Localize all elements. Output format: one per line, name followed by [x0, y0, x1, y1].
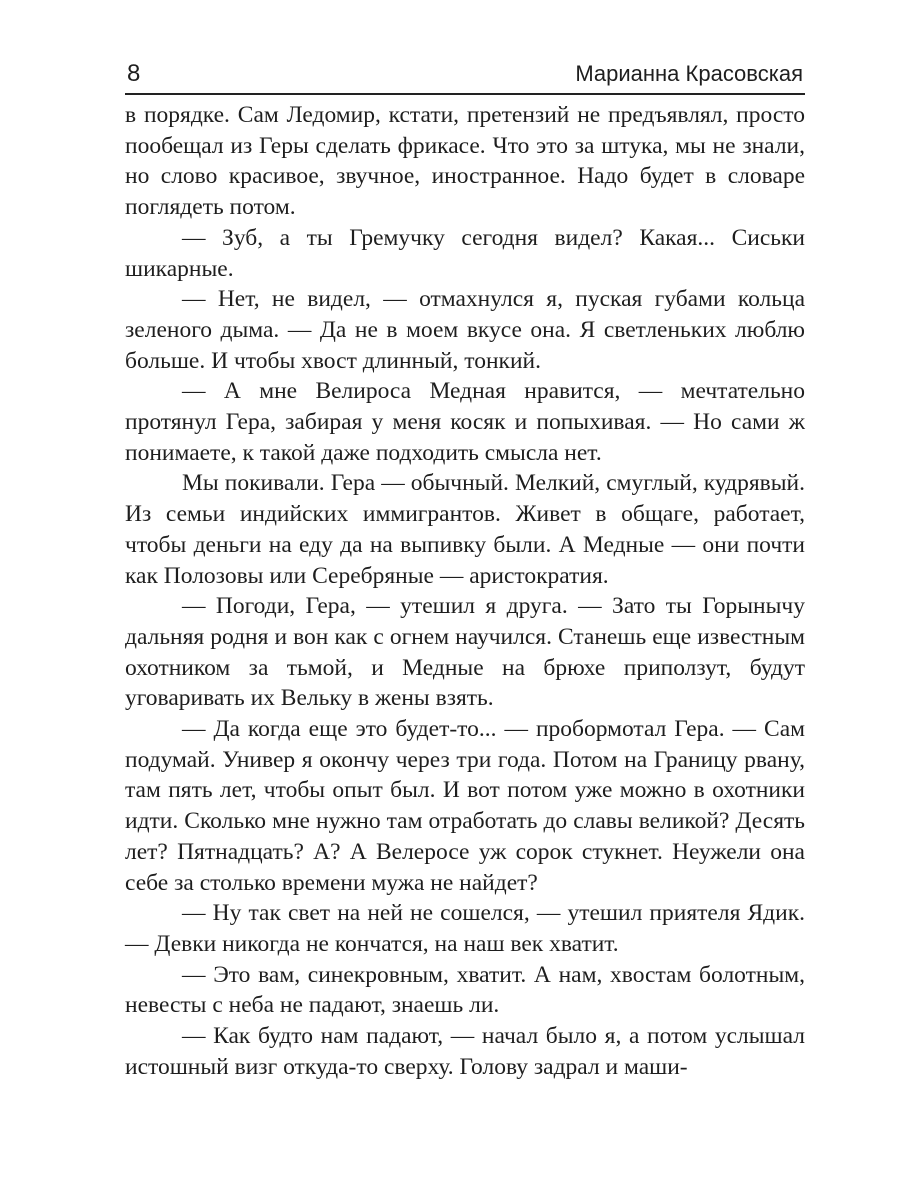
paragraph: — Зуб, а ты Гремучку сегодня видел? Какая... Сиськи шикарные.	[125, 224, 805, 282]
paragraph: — Это вам, синекровным, хватит. А нам, хвостам болотным, невесты с неба не падают, знаешь ли.	[125, 961, 805, 1019]
running-title: Марианна Красовская	[575, 61, 803, 86]
paragraph: — Да когда еще это будет-то... — пробормотал Гера. — Сам подумай. Универ я окончу через три года. Потом на Границу рвану, там пять лет, чтобы опыт был. И вот потом уже можно в охотники идти. Сколько мне нужно там отработать до славы великой? Десять лет? Пятнадцать? А? А Велеросе уж сорок стукнет. Неужели она себе за столько времени мужа не найдет?	[125, 716, 805, 896]
page-header	[127, 60, 803, 90]
header-divider	[125, 93, 805, 95]
body-text	[125, 100, 805, 1083]
paragraph: в порядке. Сам Ледомир, кстати, претензий не предъявлял, просто пообещал из Геры сделать фрикасе. Что это за штука, мы не знали, но слово красивое, звучное, иностранное. Надо будет в словаре поглядеть потом.	[125, 102, 805, 221]
paragraph: Мы покивали. Гера — обычный. Мелкий, смуглый, кудрявый. Из семьи индийских иммигрантов. Живет в общаге, работает, чтобы деньги на еду да на выпивку были. А Медные — они почти как Полозовы или Серебряные — аристократия.	[125, 470, 805, 589]
paragraph: — Погоди, Гера, — утешил я друга. — Зато ты Горынычу дальняя родня и вон как с огнем научился. Станешь еще известным охотником за тьмой, и Медные на брюхе приползут, будут уговаривать их Вельку в жены взять.	[125, 593, 805, 712]
paragraph: — Нет, не видел, — отмахнулся я, пуская губами кольца зеленого дыма. — Да не в моем вкусе она. Я светленьких люблю больше. И чтобы хвост длинный, тонкий.	[125, 286, 805, 374]
paragraph: — Как будто нам падают, — начал было я, а потом услышал истошный визг откуда-то сверху. Голову задрал и маши-	[125, 1023, 805, 1080]
paragraph: — Ну так свет на ней не сошелся, — утешил приятеля Ядик. — Девки никогда не кончатся, на наш век хватит.	[125, 900, 805, 957]
paragraph: — А мне Велироса Медная нравится, — мечтательно протянул Гера, забирая у меня косяк и попыхивая. — Но сами ж понимаете, к такой даже подходить смысла нет.	[125, 378, 805, 466]
page-number: 8	[127, 60, 141, 87]
